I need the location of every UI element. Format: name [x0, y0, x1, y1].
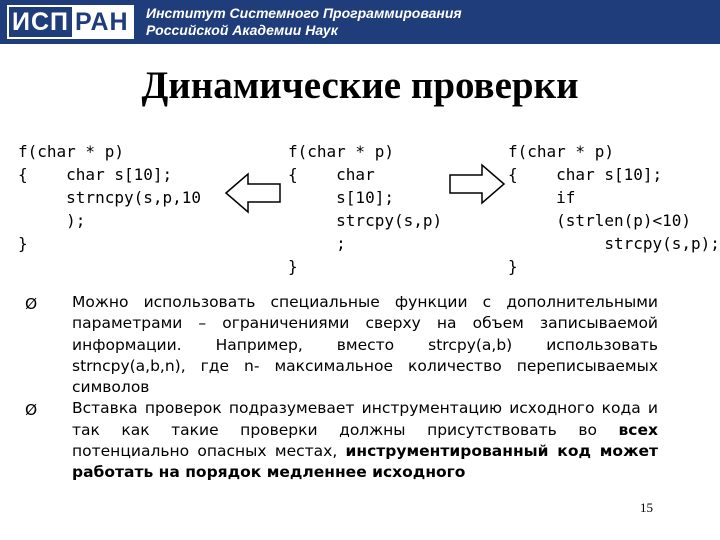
logo-text-ran: РАН	[72, 7, 132, 37]
institute-name	[146, 5, 462, 39]
bullet-item-instrumentation	[25, 398, 658, 483]
code-block-strncpy: f(char * p) { char s[10]; strncpy(s,p,10 ); }	[18, 142, 202, 253]
bullet-list	[25, 292, 658, 484]
slide-header	[0, 0, 720, 44]
bullet-emphasis: всех	[618, 420, 658, 439]
left-arrow-icon	[224, 172, 282, 214]
bullet-arrow-icon: Ø	[25, 401, 38, 420]
ispras-logo	[7, 5, 134, 39]
institute-name-line1: Институт Системного Программирования	[146, 5, 462, 21]
bullet-text-part: Вставка проверок подразумевает инструментацию исходного кода и так как такие проверки должны присутствовать во	[72, 399, 658, 439]
bullet-item-special-functions	[25, 292, 658, 398]
page-number: 15	[640, 500, 653, 515]
institute-name-line2: Российской Академии Наук	[146, 22, 338, 38]
bullet-text: Можно использовать специальные функции с дополнительными параметрами – ограничениями сверху на объем записываемой информации. Например, вместо strcpy(a,b) использовать strncpy(a,b,n), где n- максимальное количество переписываемых символов	[72, 293, 658, 397]
bullet-text-part: потенциально опасных местах,	[72, 442, 346, 461]
code-block-checked-strcpy: f(char * p) { char s[10]; if (strlen(p)<10) strcpy(s,p); }	[508, 142, 720, 276]
right-arrow-icon	[448, 163, 506, 205]
logo-text-isp: ИСП	[9, 7, 72, 37]
bullet-emphasis: инструментированный код может работать на порядок медленнее исходного	[72, 442, 658, 482]
bullet-arrow-icon: Ø	[25, 295, 38, 313]
code-block-strcpy: f(char * p) { char s[10]; strcpy(s,p) ; }	[288, 142, 443, 276]
slide-title: Динамические проверки	[141, 64, 579, 107]
